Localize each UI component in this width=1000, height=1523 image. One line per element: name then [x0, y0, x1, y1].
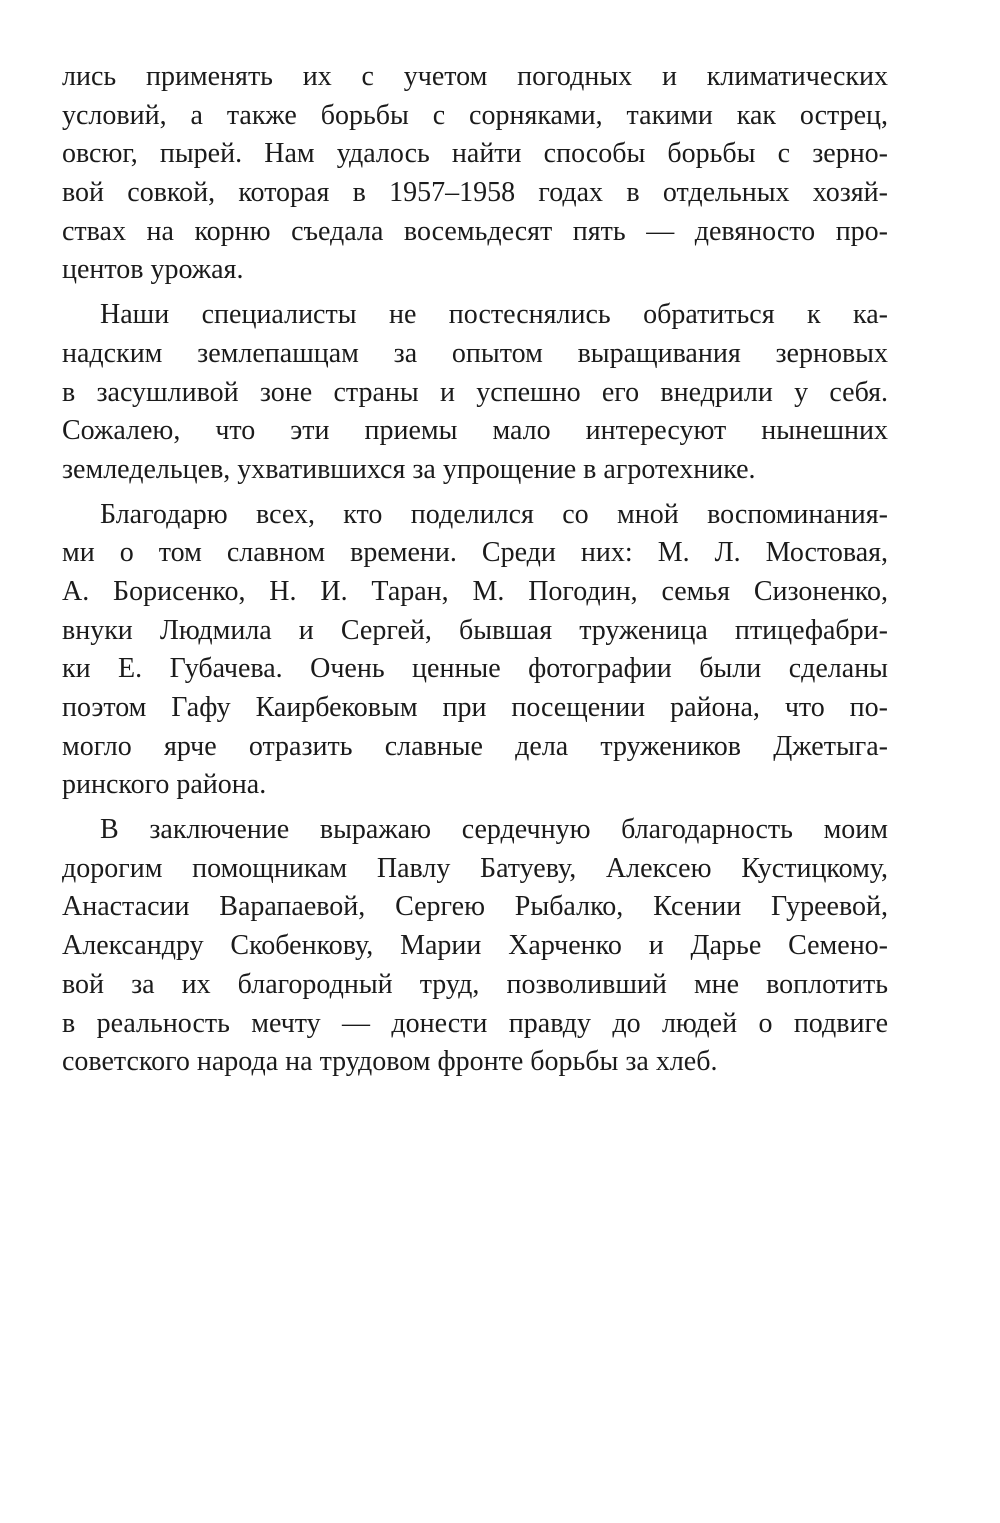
text-line: Благодарю всех, кто поделился со мной воспоминания- [100, 498, 888, 530]
text-line: вой за их благородный труд, позволивший мне воплотить [62, 968, 888, 1000]
text-line: могло ярче отразить славные дела тружеников Джетыга- [62, 730, 888, 762]
text-line: В заключение выражаю сердечную благодарность моим [100, 814, 888, 846]
text-line: Анастасии Варапаевой, Сергею Рыбалко, Ксении Гуреевой, [62, 891, 888, 923]
text-line: Наши специалисты не постеснялись обратиться к ка- [100, 299, 888, 331]
text-line: ствах на корню съедала восемьдесят пять — девяносто про- [62, 215, 888, 247]
paragraph-1 [62, 58, 888, 290]
text-line: А. Борисенко, Н. И. Таран, М. Погодин, семья Сизоненко, [62, 575, 888, 607]
text-line: внуки Людмила и Сергей, бывшая труженица птицефабри- [62, 614, 888, 646]
text-line: земледельцев, ухватившихся за упрощение в агротехнике. [62, 453, 756, 485]
paragraph-3 [62, 496, 888, 806]
text-line: ми о том славном времени. Среди них: М. Л. Мостовая, [62, 537, 888, 569]
text-line: ринского района. [62, 769, 267, 801]
text-line: Александру Скобенкову, Марии Харченко и Дарье Семено- [62, 930, 888, 962]
text-line: вой совкой, которая в 1957–1958 годах в отдельных хозяй- [62, 177, 888, 209]
text-line: советского народа на трудовом фронте борьбы за хлеб. [62, 1046, 718, 1078]
paragraph-2 [62, 296, 888, 489]
text-line: поэтом Гафу Каирбековым при посещении района, что по- [62, 692, 888, 723]
text-line: лись применять их с учетом погодных и климатических [62, 61, 888, 92]
text-line: дорогим помощникам Павлу Батуеву, Алексею Кустицкому, [62, 852, 888, 884]
text-line: центов урожая. [62, 254, 244, 286]
text-line: Сожалею, что эти приемы мало интересуют нынешних [62, 415, 888, 447]
text-line: в засушливой зоне страны и успешно его внедрили у себя. [62, 376, 888, 408]
text-line: надским землепашцам за опытом выращивания зерновых [62, 337, 888, 369]
text-line: ки Е. Губачева. Очень ценные фотографии были сделаны [62, 653, 888, 685]
paragraph-4 [62, 811, 888, 1082]
text-line: овсюг, пырей. Нам удалось найти способы борьбы с зерно- [62, 138, 888, 170]
text-line: в реальность мечту — донести правду до людей о подвиге [62, 1007, 888, 1039]
text-line: условий, а также борьбы с сорняками, такими как острец, [62, 99, 888, 131]
book-page [62, 58, 888, 1088]
